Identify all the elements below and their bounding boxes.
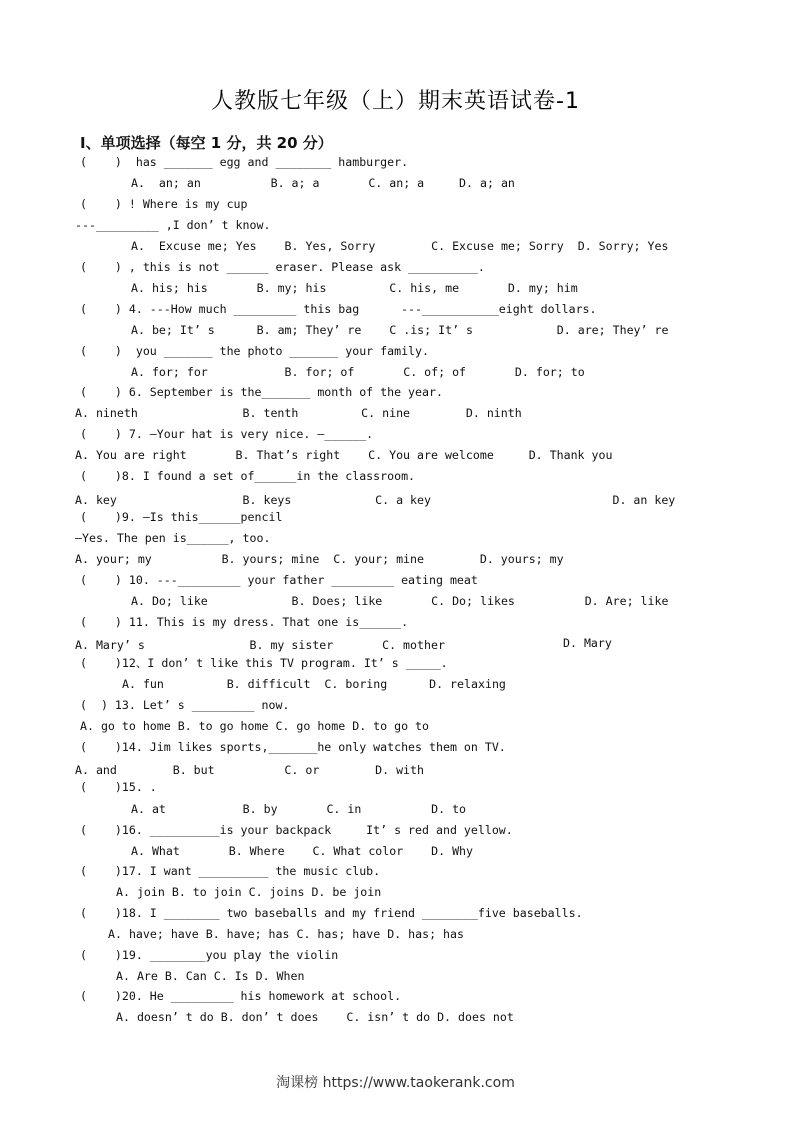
footer-watermark[interactable]: 淘课榜 https://www.taokerank.com — [276, 1075, 515, 1091]
question-13-options: A. go to home B. to go home C. go home D. to go to — [80, 719, 430, 733]
question-6-options: A. nineth B. tenth C. nine D. ninth — [75, 406, 522, 420]
question-1-options: A. an; an B. a; a C. an; a D. a; an — [131, 176, 515, 190]
question-3-options: A. his; his B. my; his C. his, me D. my; him — [131, 281, 578, 295]
question-16-options: A. What B. Where C. What color D. Why — [131, 844, 474, 858]
question-15-options: A. at B. by C. in D. to — [131, 802, 467, 816]
question-16: ( )16. __________is your backpack It’ s red and yellow. — [80, 823, 513, 837]
question-9-options: A. your; my B. yours; mine C. your; mine D. yours; my — [75, 552, 564, 566]
question-10-options: A. Do; like B. Does; like C. Do; likes D. Are; like — [131, 594, 669, 608]
question-14-options: A. and B. but C. or D. with — [75, 763, 425, 777]
question-11-option-d: D. Mary — [563, 636, 612, 650]
question-11: ( ) 11. This is my dress. That one is______. — [80, 615, 409, 629]
question-6: ( ) 6. September is the_______ month of the year. — [80, 385, 443, 399]
question-13: ( ) 13. Let’ s _________ now. — [80, 698, 290, 712]
question-7-options: A. You are right B. That’s right C. You are welcome D. Thank you — [75, 448, 613, 462]
question-7: ( ) 7. —Your hat is very nice. —______. — [80, 427, 374, 441]
question-10: ( ) 10. ---_________ your father _________ eating meat — [80, 573, 478, 587]
question-2-options: A. Excuse me; Yes B. Yes, Sorry C. Excuse me; Sorry D. Sorry; Yes — [131, 239, 669, 253]
page-title: 人教版七年级（上）期末英语试卷-1 — [211, 89, 580, 114]
question-2: ( ) ! Where is my cup — [80, 197, 248, 211]
question-4: ( ) 4. ---How much _________ this bag ---___________eight dollars. — [80, 302, 597, 316]
question-20: ( )20. He _________ his homework at school. — [80, 989, 402, 1003]
section-heading: I、单项选择（每空 1 分，共 20 分） — [80, 134, 333, 152]
question-12: ( )12、I don’ t like this TV program. It’ s _____. — [80, 656, 448, 670]
question-15: ( )15. . — [80, 780, 157, 794]
question-1: ( ) has _______ egg and ________ hamburger. — [80, 155, 409, 169]
question-17-options: A. join B. to join C. joins D. be join — [116, 885, 382, 899]
question-5: ( ) you _______ the photo _______ your family. — [80, 344, 430, 358]
question-19-options: A. Are B. Can C. Is D. When — [116, 969, 305, 983]
question-19: ( )19. ________you play the violin — [80, 948, 339, 962]
question-12-options: A. fun B. difficult C. boring D. relaxing — [122, 677, 506, 691]
question-9-dialogue: —Yes. The pen is______, too. — [75, 531, 271, 545]
question-11-options: A. Mary’ s B. my sister C. mother — [75, 638, 445, 652]
question-14: ( )14. Jim likes sports,_______he only watches them on TV. — [80, 740, 506, 754]
question-18: ( )18. I ________ two baseballs and my friend ________five baseballs. — [80, 906, 583, 920]
question-18-options: A. have; have B. have; has C. has; have D. has; has — [108, 927, 464, 941]
question-8: ( )8. I found a set of______in the classroom. — [80, 469, 416, 483]
question-17: ( )17. I want __________ the music club. — [80, 864, 381, 878]
question-4-options: A. be; It’ s B. am; They’ re C .is; It’ s D. are; They’ re — [131, 323, 669, 337]
question-5-options: A. for; for B. for; of C. of; of D. for; to — [131, 365, 585, 379]
question-3: ( ) , this is not ______ eraser. Please ask __________. — [80, 260, 485, 274]
question-2-dialogue: ---_________ ,I don’ t know. — [75, 218, 271, 232]
question-20-options: A. doesn’ t do B. don’ t does C. isn’ t do D. does not — [116, 1010, 514, 1024]
question-9: ( )9. —Is this______pencil — [80, 510, 283, 524]
question-8-options: A. key B. keys C. a key D. an key — [75, 493, 676, 507]
